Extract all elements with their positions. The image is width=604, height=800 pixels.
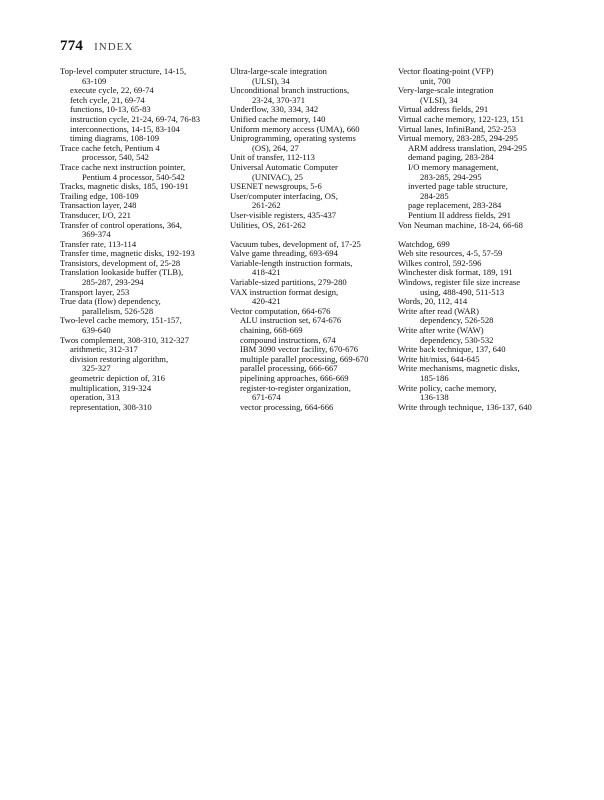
- index-entry-continuation: 63-109: [82, 75, 107, 86]
- index-entry: Write policy, cache memory,: [398, 382, 497, 393]
- index-entry-continuation: 283-285, 294-295: [420, 171, 482, 182]
- index-entry: Trailing edge, 108-109: [60, 190, 139, 201]
- index-entry-continuation: parallelism, 526-528: [82, 305, 154, 316]
- index-entry: USENET newsgroups, 5-6: [230, 181, 322, 192]
- index-subentry: geometric depiction of, 316: [70, 373, 165, 383]
- index-subentry: pipelining approaches, 666-669: [240, 373, 349, 383]
- index-entry: Words, 20, 112, 414: [398, 296, 468, 307]
- index-entry-continuation: 418-421: [252, 267, 281, 278]
- index-entry-continuation: processor, 540, 542: [82, 152, 149, 163]
- index-entry-continuation: (UNIVAC), 25: [252, 171, 303, 182]
- index-entry-continuation: 185-186: [420, 373, 449, 383]
- index-subentry: timing diagrams, 108-109: [70, 133, 160, 144]
- index-entry: User-visible registers, 435-437: [230, 209, 337, 220]
- index-entry-continuation: 261-262: [252, 200, 281, 211]
- index-subentry: execute cycle, 22, 69-74: [70, 85, 154, 96]
- index-subentry: division restoring algorithm,: [70, 353, 169, 364]
- index-entry: Virtual memory, 283-285, 294-295: [398, 133, 518, 144]
- index-entry-continuation: 284-285: [420, 190, 449, 201]
- index-entry: Unified cache memory, 140: [230, 113, 326, 124]
- index-subentry: operation, 313: [70, 392, 120, 403]
- index-entry: Transducer, I/O, 221: [60, 209, 131, 220]
- index-column-3: [398, 67, 573, 412]
- index-entry: Underflow, 330, 334, 342: [230, 104, 319, 115]
- index-subentry: representation, 308-310: [70, 401, 152, 412]
- index-entry: Write back technique, 137, 640: [398, 344, 506, 355]
- index-entry-continuation: (VLSI), 34: [420, 94, 458, 105]
- index-entry: Transistors, development of, 25-28: [60, 257, 181, 268]
- index-subentry: multiplication, 319-324: [70, 382, 152, 393]
- index-entry: Windows, register file size increase: [398, 277, 521, 288]
- index-entry-continuation: 285-287, 293-294: [82, 277, 144, 288]
- index-entry: Tracks, magnetic disks, 185, 190-191: [60, 181, 189, 192]
- index-subentry: fetch cycle, 21, 69-74: [70, 94, 145, 105]
- index-entry-continuation: 325-327: [82, 363, 111, 374]
- index-entry: Unconditional branch instructions,: [230, 85, 350, 96]
- index-entry: Virtual address fields, 291: [398, 104, 489, 115]
- index-entry: Write mechanisms, magnetic disks,: [398, 363, 520, 374]
- index-subentry: instruction cycle, 21-24, 69-74, 76-83: [70, 113, 201, 124]
- index-subentry: demand paging, 283-284: [408, 152, 494, 163]
- index-subentry: compound instructions, 674: [240, 334, 336, 345]
- index-subentry: register-to-register organization,: [240, 382, 351, 393]
- index-entry-continuation: dependency, 526-528: [420, 315, 494, 326]
- index-subentry: page replacement, 283-284: [408, 200, 502, 211]
- index-entry: Two-level cache memory, 151-157,: [60, 315, 182, 326]
- index-entry-continuation: 671-674: [252, 392, 281, 403]
- index-entry: Transaction layer, 248: [60, 200, 137, 211]
- index-entry-continuation: using, 488-490, 511-513: [420, 286, 505, 297]
- index-subentry: Pentium II address fields, 291: [408, 209, 511, 220]
- index-entry: Translation lookaside buffer (TLB),: [60, 267, 184, 278]
- index-entry: Transfer of control operations, 364,: [60, 219, 182, 230]
- index-subentry: chaining, 668-669: [240, 325, 303, 336]
- index-entry: Vector floating-point (VFP): [398, 66, 494, 76]
- index-column-2: [230, 67, 392, 412]
- index-entry-continuation: dependency, 530-532: [420, 334, 494, 345]
- index-entry: True data (flow) dependency,: [60, 296, 161, 307]
- index-entry-continuation: 420-421: [252, 296, 281, 307]
- page-number: 774: [60, 38, 84, 54]
- index-entry-continuation: 639-640: [82, 325, 111, 336]
- index-entry: Universal Automatic Computer: [230, 161, 338, 172]
- index-entry: Watchdog, 699: [398, 238, 450, 249]
- index-entry: Unit of transfer, 112-113: [230, 152, 315, 163]
- index-entry: Very-large-scale integration: [398, 85, 494, 96]
- index-entry: Virtual cache memory, 122-123, 151: [398, 113, 524, 124]
- index-entry: Trace cache next instruction pointer,: [60, 161, 186, 172]
- page-header: [60, 37, 133, 57]
- index-subentry: I/O memory management,: [408, 161, 499, 172]
- index-entry: Transfer time, magnetic disks, 192-193: [60, 248, 195, 259]
- index-entry: Write after write (WAW): [398, 325, 484, 336]
- index-subentry: functions, 10-13, 65-83: [70, 104, 151, 115]
- index-entry: Von Neuman machine, 18-24, 66-68: [398, 219, 523, 230]
- index-subentry: inverted page table structure,: [408, 181, 508, 192]
- index-entry-continuation: 136-138: [420, 392, 449, 403]
- index-entry: Transport layer, 253: [60, 286, 130, 297]
- index-entry: Virtual lanes, InfiniBand, 252-253: [398, 123, 517, 134]
- index-entry-continuation: Pentium 4 processor, 540-542: [82, 171, 185, 182]
- index-subentry: parallel processing, 666-667: [240, 363, 338, 374]
- index-entry: Write hit/miss, 644-645: [398, 353, 480, 364]
- index-subentry: ALU instruction set, 674-676: [240, 315, 342, 326]
- index-entry: Uniprogramming, operating systems: [230, 133, 356, 144]
- index-entry-continuation: (ULSI), 34: [252, 75, 290, 86]
- index-entry-continuation: unit, 700: [420, 75, 451, 86]
- index-entry-continuation: 23-24, 370-371: [252, 94, 305, 105]
- index-subentry: IBM 3090 vector facility, 670-676: [240, 344, 359, 355]
- index-column-1: [60, 67, 225, 412]
- index-entry: Web site resources, 4-5, 57-59: [398, 248, 503, 259]
- running-head: INDEX: [94, 41, 134, 53]
- index-subentry: vector processing, 664-666: [240, 401, 334, 412]
- index-entry: Twos complement, 308-310, 312-327: [60, 334, 190, 345]
- index-entry: Variable-sized partitions, 279-280: [230, 277, 347, 288]
- index-subentry: arithmetic, 312-317: [70, 344, 138, 355]
- index-entry: User/computer interfacing, OS,: [230, 190, 338, 201]
- index-entry-continuation: 369-374: [82, 229, 111, 240]
- index-entry-continuation: (OS), 264, 27: [252, 142, 299, 153]
- index-entry: Transfer rate, 113-114: [60, 238, 137, 249]
- index-subentry: ARM address translation, 294-295: [408, 142, 527, 153]
- index-entry: Trace cache fetch, Pentium 4: [60, 142, 160, 153]
- index-entry: Ultra-large-scale integration: [230, 66, 327, 76]
- index-entry: Vector computation, 664-676: [230, 305, 331, 316]
- index-entry: Valve game threading, 693-694: [230, 248, 338, 259]
- index-entry: Top-level computer structure, 14-15,: [60, 66, 187, 76]
- index-entry: Uniform memory access (UMA), 660: [230, 123, 360, 134]
- index-entry: Variable-length instruction formats,: [230, 257, 353, 268]
- index-entry: Utilities, OS, 261-262: [230, 219, 306, 230]
- index-entry: Vacuum tubes, development of, 17-25: [230, 238, 361, 249]
- index-subentry: multiple parallel processing, 669-670: [240, 353, 369, 364]
- index-subentry: interconnections, 14-15, 83-104: [70, 123, 180, 134]
- index-entry: Wilkes control, 592-596: [398, 257, 482, 268]
- index-entry: Write through technique, 136-137, 640: [398, 401, 532, 412]
- index-entry: Winchester disk format, 189, 191: [398, 267, 513, 278]
- index-entry: Write after read (WAR): [398, 305, 480, 316]
- index-entry: VAX instruction format design,: [230, 286, 339, 297]
